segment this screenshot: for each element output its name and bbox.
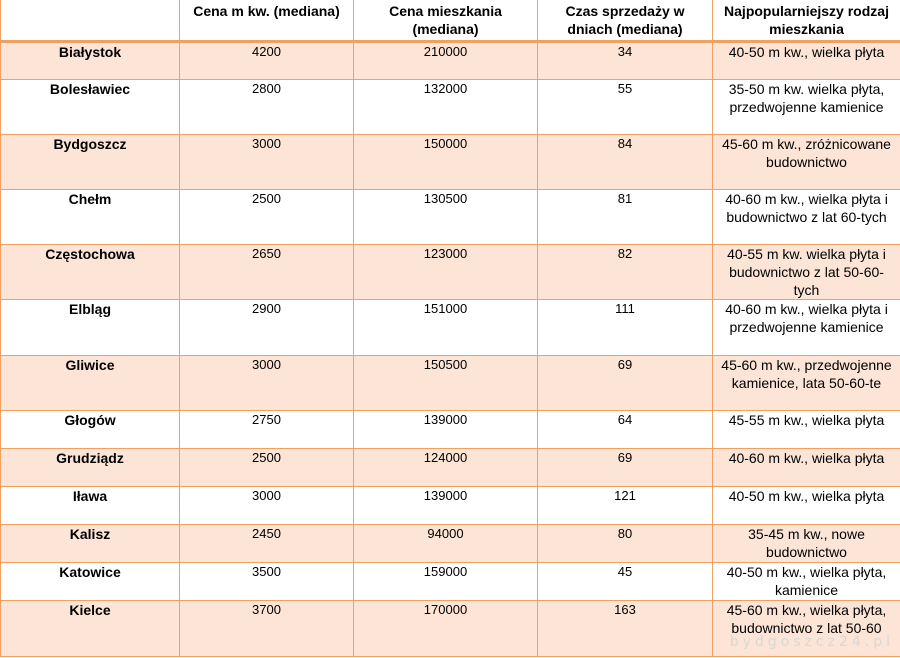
sale-days-cell: 80 — [538, 525, 713, 563]
price-m2-cell: 3700 — [180, 601, 354, 657]
city-cell: Katowice — [1, 563, 180, 601]
price-cell: 151000 — [354, 300, 538, 356]
sale-days-cell: 55 — [538, 80, 713, 135]
header-price-m2: Cena m kw. (mediana) — [180, 0, 354, 42]
price-m2-cell: 2500 — [180, 190, 354, 245]
price-cell: 94000 — [354, 525, 538, 563]
price-cell: 132000 — [354, 80, 538, 135]
city-cell: Bydgoszcz — [1, 135, 180, 190]
table-row — [1, 300, 900, 356]
price-cell: 123000 — [354, 245, 538, 300]
apartment-type-cell: 45-60 m kw., przedwojenne kamienice, lata 50-60-te — [713, 356, 900, 411]
price-cell: 139000 — [354, 411, 538, 449]
table-row — [1, 42, 900, 80]
city-cell: Gliwice — [1, 356, 180, 411]
sale-days-cell: 111 — [538, 300, 713, 356]
price-m2-cell: 2650 — [180, 245, 354, 300]
header-apartment-type: Najpopularniejszy rodzaj mieszkania — [713, 0, 900, 42]
table-row — [1, 563, 900, 601]
sale-days-cell: 84 — [538, 135, 713, 190]
sale-days-cell: 82 — [538, 245, 713, 300]
apartment-type-cell: 45-60 m kw., zróżnicowane budownictwo — [713, 135, 900, 190]
city-cell: Elbląg — [1, 300, 180, 356]
price-cell: 130500 — [354, 190, 538, 245]
table-row — [1, 525, 900, 563]
price-cell: 150000 — [354, 135, 538, 190]
apartment-type-cell: 40-50 m kw., wielka płyta — [713, 487, 900, 525]
header-city — [1, 0, 180, 42]
sale-days-cell: 163 — [538, 601, 713, 657]
price-m2-cell: 2900 — [180, 300, 354, 356]
apartment-type-cell: 40-50 m kw., wielka płyta — [713, 42, 900, 80]
sale-days-cell: 69 — [538, 356, 713, 411]
price-cell: 170000 — [354, 601, 538, 657]
header-price: Cena mieszkania (mediana) — [354, 0, 538, 42]
sale-days-cell: 121 — [538, 487, 713, 525]
city-cell: Częstochowa — [1, 245, 180, 300]
apartment-type-cell: 45-55 m kw., wielka płyta — [713, 411, 900, 449]
price-m2-cell: 3000 — [180, 487, 354, 525]
sale-days-cell: 45 — [538, 563, 713, 601]
city-cell: Bolesławiec — [1, 80, 180, 135]
apartment-type-cell: 40-60 m kw., wielka płyta — [713, 449, 900, 487]
price-cell: 150500 — [354, 356, 538, 411]
sale-days-cell: 81 — [538, 190, 713, 245]
sale-days-cell: 64 — [538, 411, 713, 449]
apartment-type-cell: 40-60 m kw., wielka płyta i przedwojenne kamienice — [713, 300, 900, 356]
table-row — [1, 487, 900, 525]
city-cell: Chełm — [1, 190, 180, 245]
price-m2-cell: 2500 — [180, 449, 354, 487]
apartment-type-cell: 40-55 m kw. wielka płyta i budownictwo z lat 50-60-tych — [713, 245, 900, 300]
sale-days-cell: 69 — [538, 449, 713, 487]
watermark: bydgoszcz24.pl — [729, 634, 894, 650]
price-m2-cell: 2450 — [180, 525, 354, 563]
table-row — [1, 411, 900, 449]
price-m2-cell: 2800 — [180, 80, 354, 135]
city-cell: Głogów — [1, 411, 180, 449]
price-cell: 124000 — [354, 449, 538, 487]
table-row — [1, 245, 900, 300]
price-cell: 159000 — [354, 563, 538, 601]
price-cell: 139000 — [354, 487, 538, 525]
price-m2-cell: 3500 — [180, 563, 354, 601]
price-m2-cell: 2750 — [180, 411, 354, 449]
table-row — [1, 80, 900, 135]
price-m2-cell: 3000 — [180, 356, 354, 411]
city-cell: Kalisz — [1, 525, 180, 563]
price-m2-cell: 4200 — [180, 42, 354, 80]
apartment-type-cell: 40-60 m kw., wielka płyta i budownictwo z lat 60-tych — [713, 190, 900, 245]
city-cell: Białystok — [1, 42, 180, 80]
table-row — [1, 190, 900, 245]
sale-days-cell: 34 — [538, 42, 713, 80]
apartment-type-cell: 35-50 m kw. wielka płyta, przedwojenne kamienice — [713, 80, 900, 135]
price-cell: 210000 — [354, 42, 538, 80]
apartment-type-cell: 35-45 m kw., nowe budownictwo — [713, 525, 900, 563]
header-row — [1, 0, 900, 42]
table-row — [1, 449, 900, 487]
price-m2-cell: 3000 — [180, 135, 354, 190]
table-row — [1, 135, 900, 190]
city-cell: Kielce — [1, 601, 180, 657]
table-row — [1, 356, 900, 411]
apartment-type-cell: 40-50 m kw., wielka płyta, kamienice — [713, 563, 900, 601]
header-sale-days: Czas sprzedaży w dniach (mediana) — [538, 0, 713, 42]
city-cell: Grudziądz — [1, 449, 180, 487]
city-cell: Iława — [1, 487, 180, 525]
apartment-type-cell: 45-60 m kw., wielka płyta, budownictwo z lat 50-60 — [713, 601, 900, 657]
